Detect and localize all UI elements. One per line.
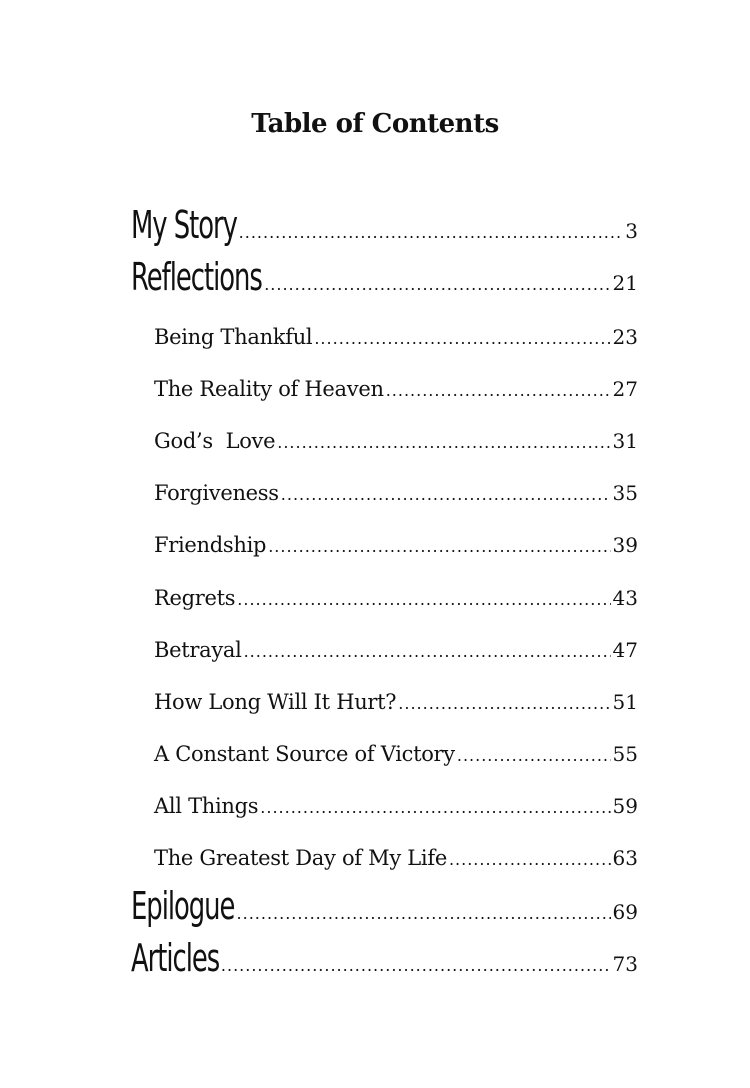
dot-leader	[264, 275, 610, 294]
toc-entry-page-number: 73	[612, 952, 638, 976]
toc-entry-label: Being Thankful	[154, 325, 313, 349]
toc-entry-forgiveness[interactable]	[154, 478, 638, 508]
toc-entry-reality-of-heaven[interactable]	[154, 374, 638, 404]
page-title: Table of Contents	[251, 109, 499, 139]
toc-entry-epilogue[interactable]	[131, 884, 638, 928]
dot-leader	[281, 485, 611, 504]
toc-entry-label: The Reality of Heaven	[154, 377, 384, 401]
toc-entry-greatest-day-of-my-life[interactable]	[154, 843, 638, 873]
toc-entry-page-number: 21	[612, 271, 638, 295]
dot-leader	[221, 956, 611, 975]
dot-leader	[268, 537, 610, 556]
toc-entry-page-number: 59	[612, 794, 638, 818]
toc-entry-gods-love[interactable]	[154, 426, 638, 456]
dot-leader	[237, 590, 610, 609]
dot-leader	[244, 642, 611, 661]
toc-entry-label: The Greatest Day of My Life	[154, 846, 447, 870]
toc-entry-page-number: 51	[612, 690, 638, 714]
toc-entry-label: God’s Love	[154, 429, 276, 453]
toc-entry-page-number: 31	[612, 429, 638, 453]
toc-entry-page-number: 47	[612, 638, 638, 662]
dot-leader	[314, 329, 610, 348]
toc-entry-page-number: 23	[612, 325, 638, 349]
toc-entry-page-number: 43	[612, 586, 638, 610]
dot-leader	[277, 433, 610, 452]
toc-entry-label: Forgiveness	[154, 481, 279, 505]
dot-leader	[386, 381, 611, 400]
toc-entry-page-number: 35	[612, 481, 638, 505]
toc-entry-reflections[interactable]	[131, 255, 638, 299]
toc-entry-page-number: 3	[625, 219, 638, 243]
dot-leader	[260, 798, 610, 817]
toc-entry-label: How Long Will It Hurt?	[154, 690, 397, 714]
toc-entry-page-number: 63	[612, 846, 638, 870]
toc-entry-label: Reflections	[131, 255, 262, 299]
toc-entry-constant-source-of-victory[interactable]	[154, 739, 638, 769]
toc-entry-label: A Constant Source of Victory	[154, 742, 455, 766]
toc-entry-how-long-will-it-hurt[interactable]	[154, 687, 638, 717]
toc-entry-betrayal[interactable]	[154, 635, 638, 665]
toc-entry-label: Betrayal	[154, 638, 242, 662]
toc-entry-page-number: 69	[612, 900, 638, 924]
toc-entry-page-number: 55	[612, 742, 638, 766]
toc-entry-label: Friendship	[154, 533, 267, 557]
toc-entry-label: Articles	[131, 936, 220, 980]
toc-entry-label: Epilogue	[131, 884, 235, 928]
dot-leader	[239, 223, 624, 242]
toc-entry-label: All Things	[154, 794, 259, 818]
dot-leader	[398, 694, 610, 713]
toc-entry-being-thankful[interactable]	[154, 322, 638, 352]
toc-entry-page-number: 27	[612, 377, 638, 401]
toc-entry-page-number: 39	[612, 533, 638, 557]
dot-leader	[457, 746, 611, 765]
dot-leader	[237, 904, 611, 923]
toc-entry-label: My Story	[131, 203, 237, 247]
toc-entry-all-things[interactable]	[154, 791, 638, 821]
toc-entry-my-story[interactable]	[131, 203, 638, 247]
toc-entry-label: Regrets	[154, 586, 236, 610]
toc-entry-regrets[interactable]	[154, 583, 638, 613]
toc-entry-friendship[interactable]	[154, 530, 638, 560]
dot-leader	[449, 850, 611, 869]
toc-entry-articles[interactable]	[131, 936, 638, 980]
